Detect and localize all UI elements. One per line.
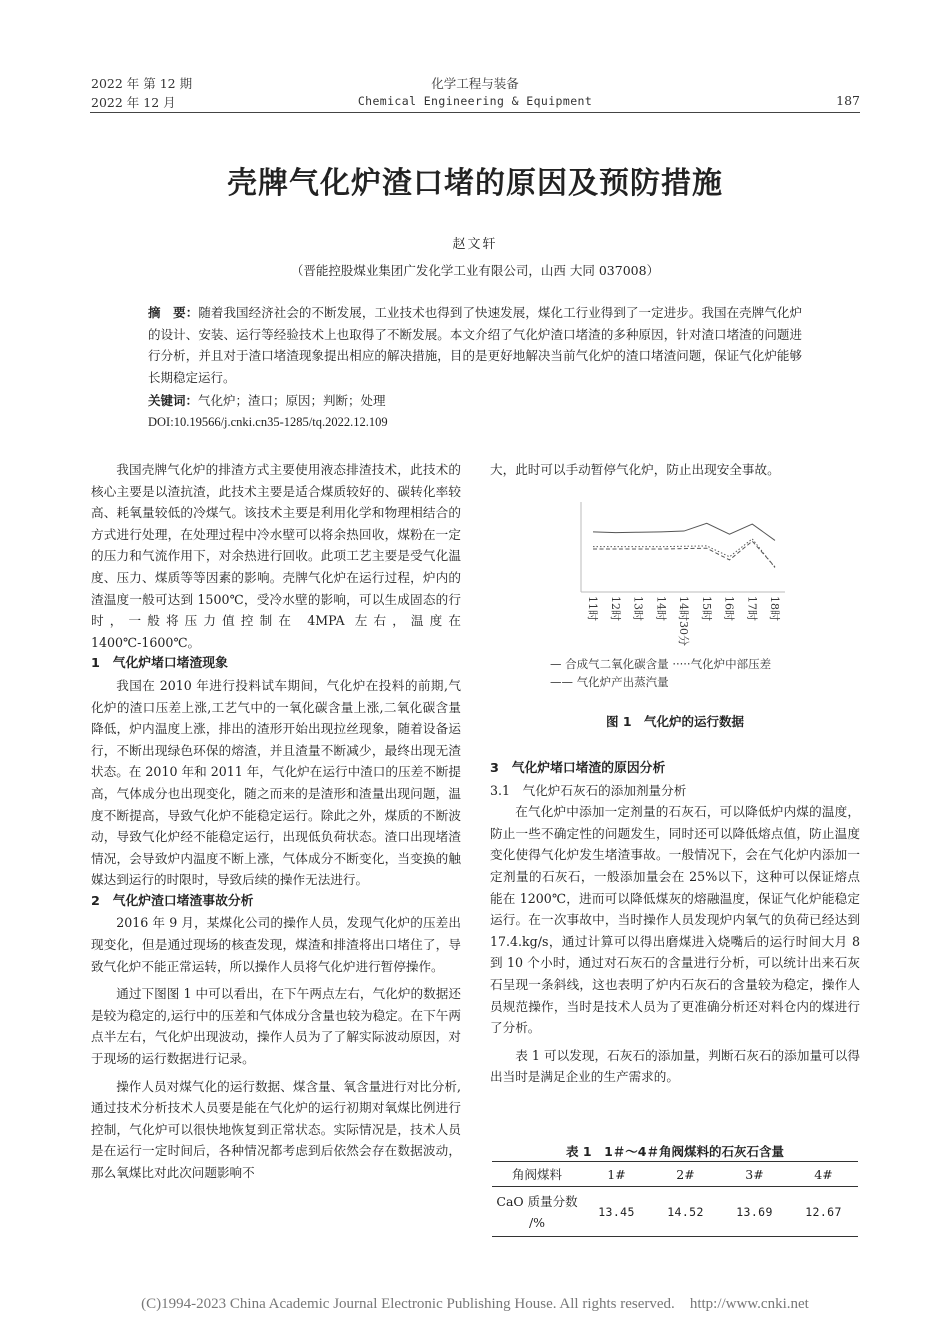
figure-1-chart [575,500,790,680]
header-page-number: 187 [836,93,860,108]
section-2-heading: 2 气化炉渣口堵渣事故分析 [91,893,254,909]
keywords-label: 关键词： [148,393,199,408]
x-tick-label: 16时 [722,596,736,621]
table-row-label-line-2: /% [528,1214,546,1230]
section-2-paragraph-2: 通过下图图 1 中可以看出，在下午两点左右，气化炉的数据还是较为稳定的,运行中的压差和气体成分含量也较为稳定。在下午两点半左右，气化炉出现波动，操作人员为了了解实际波动原因，对于现场的运行数据进行记录。 [91,986,461,1067]
keywords [148,390,802,412]
section-2-paragraph-1: 2016 年 9 月，某煤化公司的操作人员，发现气化炉的压差出现变化，但是通过现场的核查发现，煤渣和排渣将出口堵住了，导致气化炉不能正常运转，所以操作人员将气化炉进行暂停操作。 [91,915,461,974]
header-journal-en: Chemical Engineering & Equipment [357,94,593,108]
doi: DOI:10.19566/j.cnki.cn35-1285/tq.2022.12.109 [148,414,388,429]
legend-item-steam: 气化炉产出蒸汽量 [576,675,669,689]
abstract-label: 摘 要： [148,305,199,320]
table-cell: 14.52 [667,1204,704,1219]
right-column-body [490,758,860,1088]
x-tick-label: 14时 [654,596,668,621]
header-issue: 2022 年 第 12 期 [91,76,193,91]
table-header-cell: 2# [676,1166,695,1182]
x-tick-label: 17时 [745,596,759,621]
abstract [148,302,802,433]
table-row-label [492,1187,582,1237]
table-header-cell: 角阀煤料 [511,1167,562,1182]
section-3-1-paragraph-1: 在气化炉中添加一定剂量的石灰石，可以降低炉内煤的温度，防止一些不确定性的问题发生，同时还可以降低熔点值，防止温度变化使得气化炉发生堵渣事故。一般情况下，会在气化炉内添加一定剂量的石灰石，一般添加量会在 25%以下，这种可以保证熔点能在 1200℃，进而可以降低煤灰的熔融温度，保证气化炉能稳定运行。在一次事故中，当时操作人员发现炉内氧气的负荷已经达到 17.4.kg/s，通过计算可以得出磨煤进入烧嘴后的运行时间大月 8 到 10 个小时，通过对石灰石的含量进行分析，可以统计出来石灰石呈现一条斜线，这也表明了炉内石灰石的含量较为稳定，操作人员规范操作，当时是技术人员为了更准确分析还对料仓内的煤进行了分析。 [490,804,860,1036]
legend-mark-dashed: —— [550,675,573,689]
section-3-1-paragraph-2: 表 1 可以发现，石灰石的添加量，判断石灰石的添加量可以得出当时是满足企业的生产需求的。 [490,1047,860,1085]
header-journal-cn: 化学工程与装备 [431,76,519,91]
section-1-heading: 1 气化炉堵口堵渣现象 [91,656,228,672]
figure-1-caption: 图 1 气化炉的运行数据 [605,714,745,729]
author: 赵文轩 [452,237,498,252]
affiliation: （晋能控股煤业集团广发化学工业有限公司，山西 大同 037008） [290,263,660,278]
paper-title: 壳牌气化炉渣口堵的原因及预防措施 [227,166,723,201]
left-column [91,459,461,1184]
section-3-1-heading: 3.1 气化炉石灰石的添加剂量分析 [490,782,687,798]
legend-item-pressure: 气化炉中部压差 [690,657,772,671]
table-1-caption: 表 1 1＃～4＃角阀煤料的石灰石含量 [566,1144,784,1159]
x-tick-label: 13时 [631,596,645,621]
section-1-paragraph: 我国在 2010 年进行投料试车期间，气化炉在投料的前期,气化炉的渣口压差上涨,工艺气中的一氧化碳含量上涨,二氧化碳含量降低，炉内温度上涨，排出的渣形开始出现拉丝现象，随着设备运行，不断出现绿色环保的熔渣，并且渣量不断减少，最终出现无渣状态。在 2010 年和 2011 年，气化炉在运行中渣口的压差不断提高，气体成分也出现变化，随之而来的是渣形和渣量出现问题，温度不断提高，导致气化炉不能稳定运行。除此之外，煤质的不断波动，导致气化炉经不能稳定运行，出现低负荷状态。渣口出现堵渣情况，会导致炉内温度不断上涨，气体成分不断变化，当变换的触媒达到运行的时限时，导致后续的操作无法进行。 [91,677,461,888]
footer-copyright: (C)1994-2023 China Academic Journal Electronic Publishing House. All rights reserved. [141,1296,675,1312]
legend-row-2 [550,673,771,691]
abstract-body [148,302,802,388]
chart-legend [550,655,771,691]
footer [0,1296,950,1313]
abstract-text: 随着我国经济社会的不断发展，工业技术也得到了快速发展，煤化工行业得到了一定进步。我国在壳牌气化炉的设计、安装、运行等经验技术上也取得了不断发展。本文介绍了气化炉渣口堵渣的多种原因，针对渣口堵渣的问题进行分析，并且对于渣口堵渣现象提出相应的解决措施，目的是更好地解决当前气化炉的渣口堵渣问题，保证气化炉能够长期稳定运行。 [148,305,802,385]
header-rule [90,112,860,113]
series-line-3 [593,541,775,567]
header-month: 2022 年 12 月 [91,95,176,110]
legend-row-1 [550,655,771,673]
legend-mark-dotted: ····· [672,657,691,671]
table-1 [492,1161,858,1237]
table-row-label-line-1: CaO 质量分数 [496,1193,578,1209]
section-2-paragraph-3: 操作人员对煤气化的运行数据、煤含量、氧含量进行对比分析,通过技术分析技术人员要是能在气化炉的运行初期对氧煤比例进行控制，气化炉可以很快地恢复到正常状态。实际情况是，技术人员是在运行一定时间后，各种情况都考虑到后依然会存在数据波动，那么氧煤比对此次问题影响不 [91,1078,461,1180]
table-cell: 13.69 [736,1204,773,1219]
keywords-text: 气化炉；渣口；原因；判断；处理 [198,393,386,408]
table-cell: 12.67 [805,1204,842,1219]
table-cell: 13.45 [598,1204,635,1219]
x-tick-label: 15时 [699,596,713,621]
section-3-heading: 3 气化炉堵口堵渣的原因分析 [490,761,666,776]
x-tick-label: 12时 [608,596,622,621]
x-tick-label: 14时30分 [677,596,690,646]
table-header-cell: 3# [745,1166,764,1182]
table-header-row [492,1162,858,1187]
table-1-grid [492,1161,858,1237]
legend-item-co2: 合成气二氧化碳含量 [565,657,669,671]
series-line-2 [593,539,775,568]
table-header-cell: 1# [607,1166,626,1182]
legend-mark-solid: — [550,657,562,671]
x-tick-label: 11时 [586,596,599,621]
table-header-cell: 4# [814,1166,833,1182]
right-paragraph-0: 大，此时可以手动暂停气化炉，防止出现安全事故。 [490,462,780,477]
series-line-1 [593,523,775,540]
right-column-top [490,459,860,481]
x-tick-label: 18时 [768,596,781,621]
intro-paragraph: 我国壳牌气化炉的排渣方式主要使用液态排渣技术，此技术的核心主要是以渣抗渣，此技术主要是适合煤质较好的、碳转化率较高、耗氧量较低的冷煤气。该技术主要是利用化学和物理相结合的方式进行处理，在处理过程中冷水壁可以将余热回收，煤粉在一定的压力和气流作用下，对余热进行回收。此项工艺主要是受气化温度、压力、煤质等等因素的影响。壳牌气化炉在运行过程，炉内的渣温度一般可达到 1500℃，受冷水壁的影响，可以生成固态的行时，一般将压力值控制在 4MPA 左右，温度在 1400℃-1600℃。 [91,462,461,650]
footer-url: http://www.cnki.net [689,1296,809,1312]
table-row [492,1187,858,1237]
